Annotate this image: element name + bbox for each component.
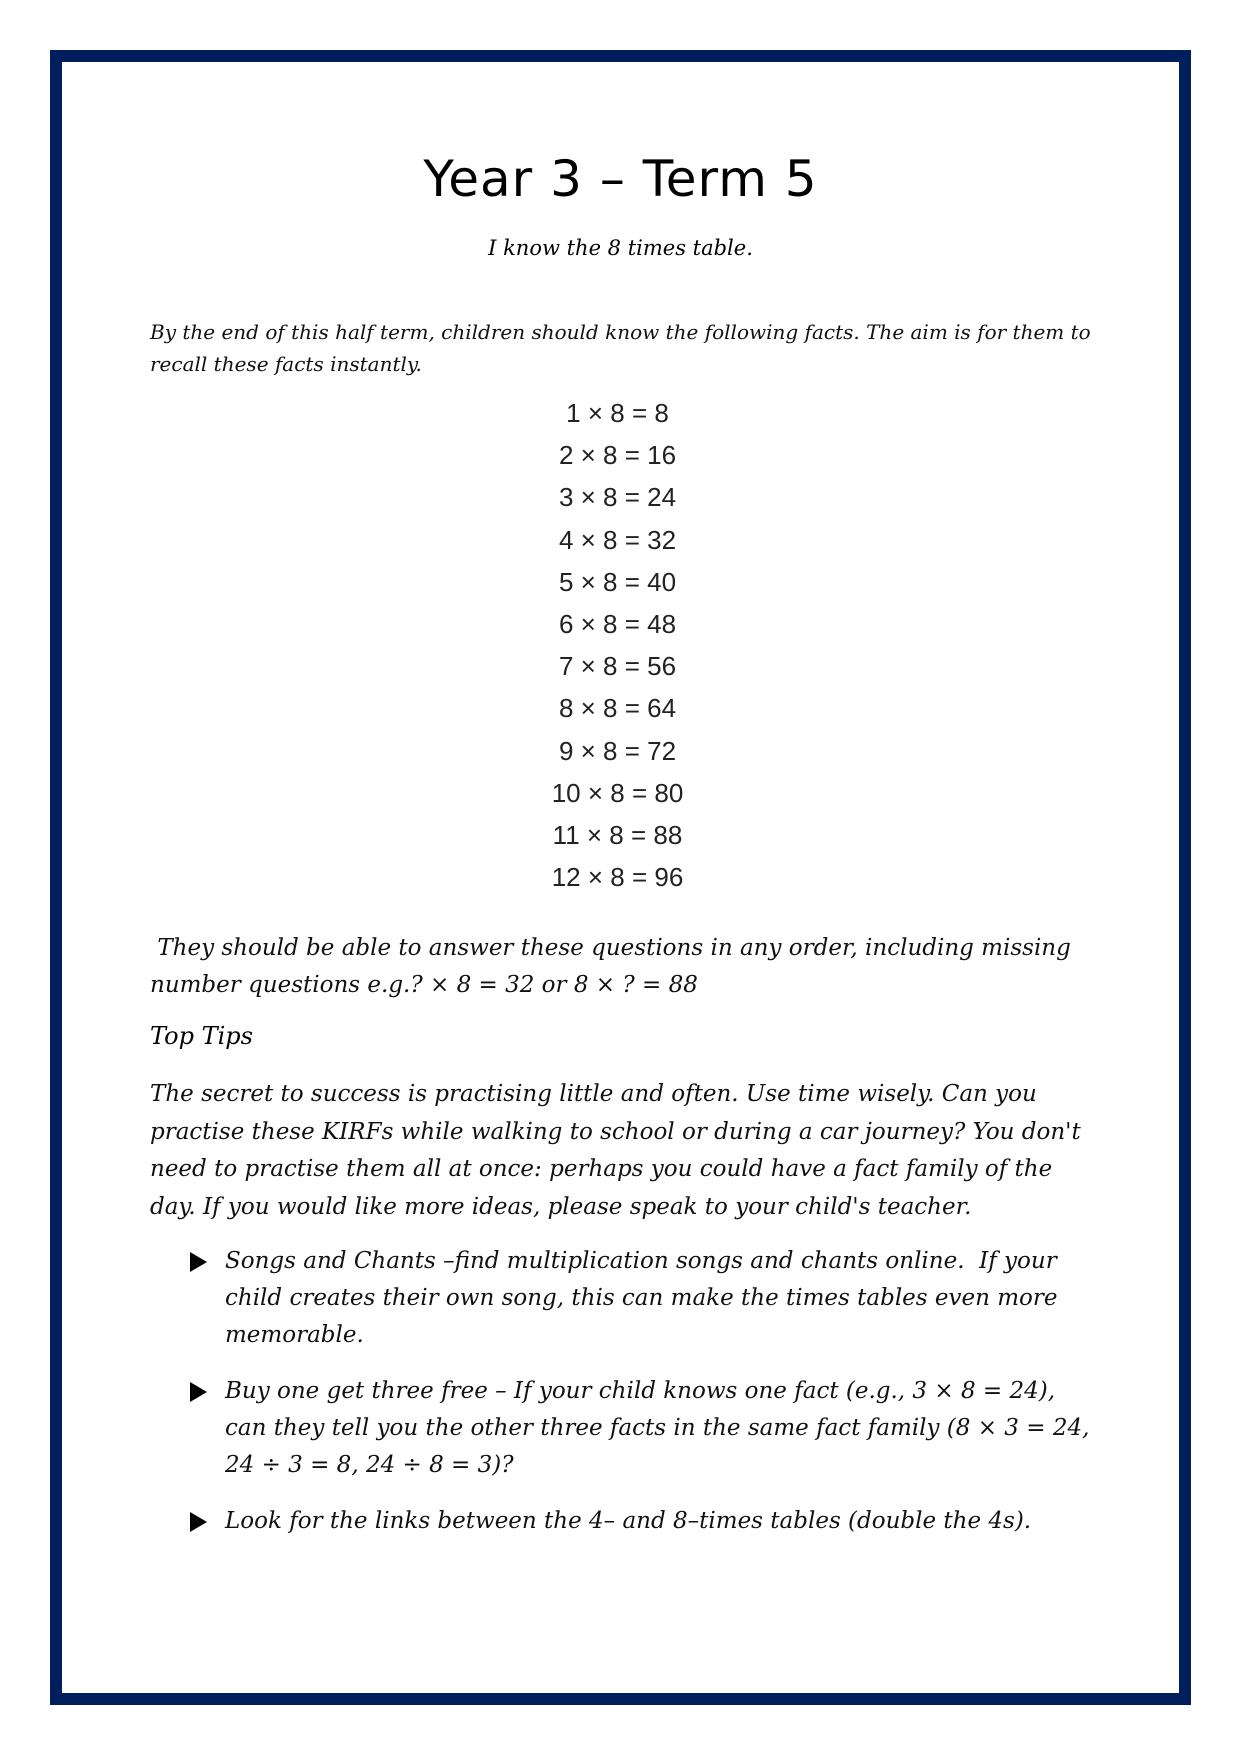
tip-text: Songs and Chants –find multiplication songs and chants online. If your child creates their own song, this can make the times tables even more memorable. xyxy=(225,1248,1065,1348)
fact-row: 10 × 8 = 80 xyxy=(551,777,684,808)
tip-item xyxy=(190,1373,1090,1484)
fact-row: 9 × 8 = 72 xyxy=(558,735,677,766)
tip-item xyxy=(190,1503,1090,1540)
tips-list xyxy=(190,1243,1090,1540)
tip-item xyxy=(190,1243,1090,1354)
triangle-right-icon xyxy=(190,1512,207,1532)
top-tips-heading: Top Tips xyxy=(150,1022,253,1050)
fact-row: 1 × 8 = 8 xyxy=(566,398,669,428)
tip-text: Look for the links between the 4– and 8–times tables (double the 4s). xyxy=(225,1508,1032,1534)
fact-row: 12 × 8 = 96 xyxy=(551,862,684,893)
tip-text: Buy one get three free – If your child knows one fact (e.g., 3 × 8 = 24), can they tell you the other three facts in the same fact family (8 × 3 = 24, 24 ÷ 3 = 8, 24 ÷ 8 = 3)? xyxy=(225,1378,1090,1478)
fact-row: 2 × 8 = 16 xyxy=(558,440,677,471)
triangle-right-icon xyxy=(190,1382,207,1402)
page-title: Year 3 – Term 5 xyxy=(423,150,818,208)
triangle-right-icon xyxy=(190,1252,207,1272)
top-tips-paragraph: The secret to success is practising little and often. Use time wisely. Can you practise these KIRFs while walking to school or during a car journey? You don't need to practise them all at once: perhaps you could have a fact family of the day. If you would like more ideas, please speak to your child's teacher. xyxy=(150,1081,1081,1220)
fact-row: 11 × 8 = 88 xyxy=(552,819,683,850)
times-table-list xyxy=(0,392,1235,898)
intro-paragraph: By the end of this half term, children should know the following facts. The aim is for them to recall these facts instantly. xyxy=(150,320,1091,376)
any-order-paragraph: They should be able to answer these questions in any order, including missing number questions e.g.? × 8 = 32 or 8 × ? = 88 xyxy=(150,935,1079,998)
fact-row: 5 × 8 = 40 xyxy=(558,566,677,597)
fact-row: 4 × 8 = 32 xyxy=(558,524,677,555)
fact-row: 6 × 8 = 48 xyxy=(558,608,677,639)
page-subtitle: I know the 8 times table. xyxy=(488,236,753,260)
fact-row: 3 × 8 = 24 xyxy=(558,482,677,513)
fact-row: 7 × 8 = 56 xyxy=(558,651,677,682)
fact-row: 8 × 8 = 64 xyxy=(558,693,677,724)
